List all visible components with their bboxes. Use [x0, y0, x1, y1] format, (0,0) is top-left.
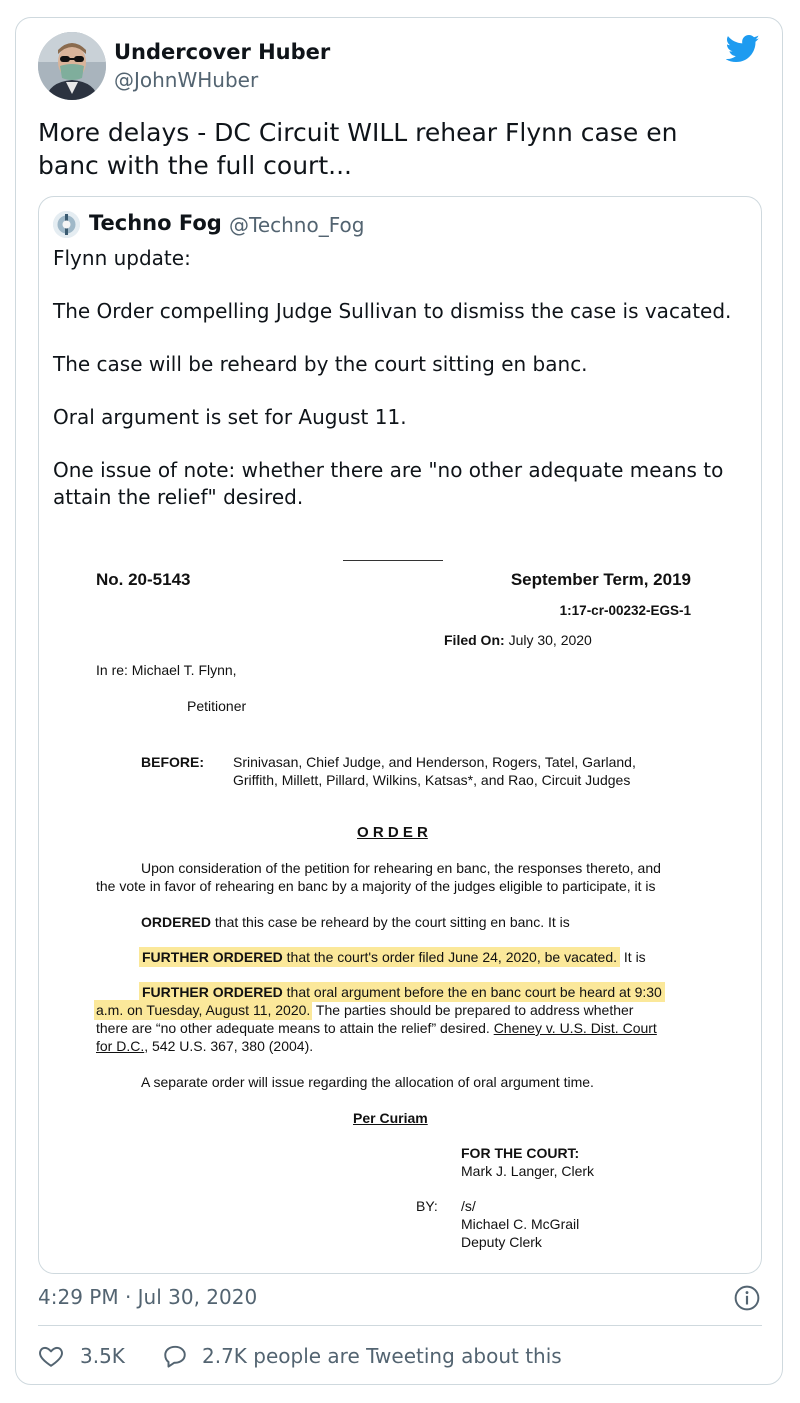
doc-before-line: Srinivasan, Chief Judge, and Henderson, Rogers, Tatel, Garland,	[233, 754, 636, 770]
doc-deputy-title: Deputy Clerk	[461, 1234, 542, 1250]
doc-fo2-line2-highlighted: a.m. on Tuesday, August 11, 2020.	[96, 1002, 311, 1018]
doc-further-ordered-2-line4	[96, 1038, 313, 1054]
doc-before-label: BEFORE:	[141, 754, 204, 770]
tweet-text-line: banc with the full court...	[38, 151, 352, 180]
doc-paragraph-line: Upon consideration of the petition for rehearing en banc, the responses thereto, and	[141, 860, 661, 876]
doc-for-court: FOR THE COURT:	[461, 1145, 580, 1161]
tweet-card[interactable]	[15, 17, 783, 1385]
quoted-text	[53, 245, 749, 510]
quoted-paragraph: Flynn update:	[53, 246, 191, 270]
doc-fo2-line4-text: , 542 U.S. 367, 380 (2004).	[144, 1038, 314, 1054]
doc-clerk: Mark J. Langer, Clerk	[461, 1163, 595, 1179]
conversation-link[interactable]	[162, 1343, 562, 1369]
doc-per-curiam: Per Curiam	[353, 1110, 428, 1126]
doc-order-heading: O R D E R	[357, 824, 428, 841]
quoted-author-name: Techno Fog	[89, 211, 222, 235]
doc-petitioner: Petitioner	[187, 698, 247, 714]
doc-ordered-line	[141, 914, 570, 930]
doc-deputy-name: Michael C. McGrail	[461, 1216, 580, 1232]
doc-paragraph-line: the vote in favor of rehearing en banc by a majority of the judges eligible to participate, it is	[96, 878, 656, 894]
tweet-timestamp[interactable]: 4:29 PM · Jul 30, 2020	[38, 1285, 258, 1309]
quoted-tweet[interactable]	[38, 196, 762, 1274]
doc-fo2-line2-text: The parties should be prepared to address whether	[312, 1002, 634, 1018]
like-button[interactable]	[38, 1343, 125, 1369]
doc-filed-date: July 30, 2020	[508, 632, 592, 648]
doc-docket: 1:17-cr-00232-EGS-1	[559, 603, 691, 618]
tweet-text	[38, 116, 758, 182]
doc-highlight	[139, 982, 665, 1002]
info-icon[interactable]	[734, 1285, 760, 1311]
doc-further-ordered-2-line2	[94, 1002, 633, 1018]
doc-ordered-text: that this case be reheard by the court sitting en banc. It is	[211, 914, 570, 930]
author-name[interactable]: Undercover Huber	[114, 40, 331, 64]
like-count: 3.5K	[80, 1344, 125, 1368]
quoted-paragraph: One issue of note: whether there are "no other adequate means to attain the relief" desired.	[53, 458, 724, 509]
doc-separate-order: A separate order will issue regarding the allocation of oral argument time.	[141, 1074, 594, 1090]
doc-citation: Cheney v. U.S. Dist. Court	[493, 1020, 657, 1036]
quoted-author-handle: @Techno_Fog	[229, 213, 365, 237]
attached-document-image[interactable]	[39, 552, 762, 1272]
doc-fo1-text: that the court's order filed June 24, 2020, be vacated.	[282, 949, 618, 965]
doc-term: September Term, 2019	[510, 570, 691, 589]
doc-top-rule	[343, 560, 443, 561]
author-handle[interactable]: @JohnWHuber	[114, 68, 259, 92]
doc-before-line: Griffith, Millett, Pillard, Wilkins, Katsas*, and Rao, Circuit Judges	[233, 772, 631, 788]
quoted-paragraph: The case will be reheard by the court sitting en banc.	[53, 352, 588, 376]
tweet-text-line: More delays - DC Circuit WILL rehear Flynn case en	[38, 118, 678, 147]
doc-ordered-bold: ORDERED	[141, 914, 212, 930]
doc-further-ordered-1	[139, 949, 646, 965]
divider	[38, 1325, 762, 1326]
doc-signature: /s/	[461, 1198, 476, 1214]
doc-fo1-tail: It is	[620, 949, 646, 965]
doc-further-ordered-2-line3	[96, 1020, 657, 1036]
doc-fo2-text: that oral argument before the en banc court be heard at 9:30	[282, 984, 662, 1000]
avatar[interactable]	[38, 32, 106, 100]
twitter-bird-icon[interactable]	[726, 34, 760, 64]
doc-fo2-line3-text: there are “no other adequate means to attain the relief” desired.	[96, 1020, 494, 1036]
doc-filed-label: Filed On:	[444, 632, 505, 648]
doc-filed	[444, 632, 592, 648]
doc-highlight	[94, 1000, 312, 1020]
heart-icon	[38, 1343, 64, 1369]
doc-fo1-bold: FURTHER ORDERED	[142, 949, 283, 965]
conversation-text: 2.7K people are Tweeting about this	[202, 1344, 562, 1368]
doc-by-label: BY:	[416, 1198, 438, 1214]
doc-further-ordered-2	[139, 984, 665, 1000]
doc-citation: for D.C.	[96, 1038, 145, 1054]
doc-highlight	[139, 947, 620, 967]
quoted-avatar	[53, 211, 80, 238]
doc-case-number: No. 20-5143	[96, 570, 191, 589]
quoted-paragraph: Oral argument is set for August 11.	[53, 405, 407, 429]
doc-in-re: In re: Michael T. Flynn,	[96, 662, 237, 678]
doc-fo2-bold: FURTHER ORDERED	[142, 984, 283, 1000]
reply-bubble-icon	[162, 1343, 188, 1369]
quoted-paragraph: The Order compelling Judge Sullivan to dismiss the case is vacated.	[53, 299, 732, 323]
